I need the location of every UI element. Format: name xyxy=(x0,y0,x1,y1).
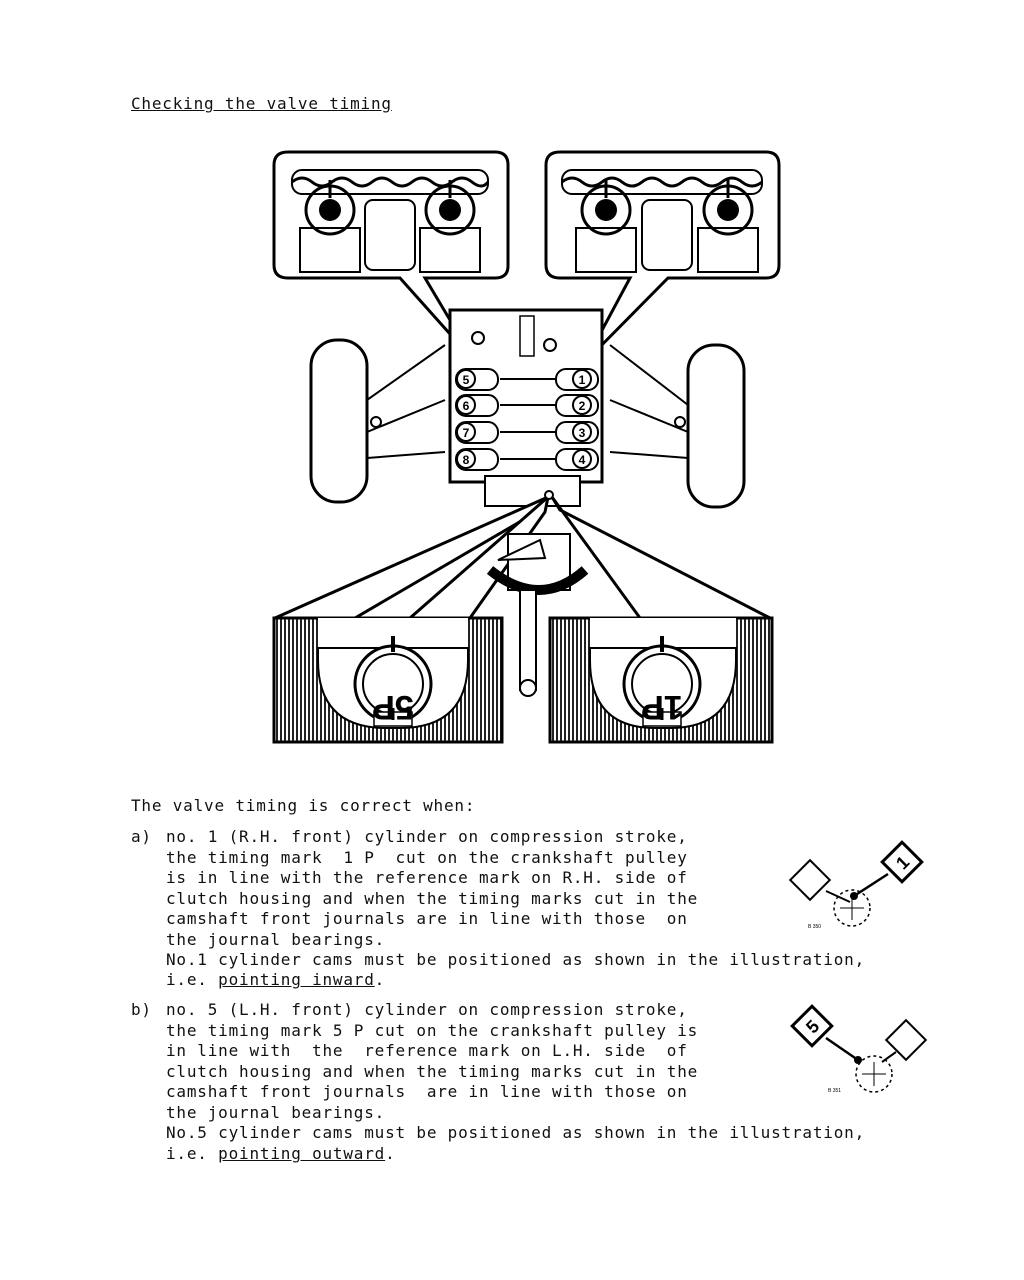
cylinder-label-8: 8 xyxy=(462,453,470,467)
ie-suffix: . xyxy=(385,1144,396,1163)
section-b-line: the journal bearings. xyxy=(166,1103,386,1122)
section-b-line: clutch housing and when the timing marks cut in the xyxy=(166,1062,699,1081)
cylinder-8 xyxy=(456,449,498,470)
cylinder-6 xyxy=(456,395,498,416)
emphasis-pointing-outward: pointing outward xyxy=(218,1144,386,1163)
figure-code: B 351 xyxy=(828,1088,842,1094)
cam-position-inward-icon xyxy=(782,836,932,932)
emphasis-pointing-inward: pointing inward xyxy=(218,970,375,989)
cylinder-4 xyxy=(556,449,598,470)
cylinder-label-3: 3 xyxy=(578,426,586,440)
cylinder-7 xyxy=(456,422,498,443)
section-a-ie xyxy=(166,970,385,990)
cam-icon-label-5: 5 xyxy=(802,1016,824,1038)
left-wheel xyxy=(311,340,367,502)
ie-prefix: i.e. xyxy=(166,1144,219,1163)
section-b-line: the timing mark 5 P cut on the crankshaft pulley is xyxy=(166,1021,699,1040)
right-wheel xyxy=(688,345,744,507)
section-b-line: no. 5 (L.H. front) cylinder on compression stroke, xyxy=(166,1000,688,1019)
cylinder-label-2: 2 xyxy=(578,399,586,413)
intro-text: The valve timing is correct when: xyxy=(131,796,476,815)
section-a-line: camshaft front journals are in line with those on xyxy=(166,909,688,928)
section-a-marker: a) xyxy=(131,827,152,846)
cylinder-1 xyxy=(556,369,598,390)
cylinder-label-6: 6 xyxy=(462,399,470,413)
figure-code: B 350 xyxy=(808,924,822,930)
section-b-note: No.5 cylinder cams must be positioned as shown in the illustration, xyxy=(166,1123,865,1142)
section-a-line: the journal bearings. xyxy=(166,930,386,949)
pulley-mark-5p: 5P xyxy=(372,688,414,726)
section-b-ie xyxy=(166,1144,396,1164)
cylinder-label-1: 1 xyxy=(578,373,586,387)
section-a-line: clutch housing and when the timing marks cut in the xyxy=(166,889,699,908)
cylinder-5 xyxy=(456,369,498,390)
page-title: Checking the valve timing xyxy=(131,94,392,113)
section-a-note: No.1 cylinder cams must be positioned as shown in the illustration, xyxy=(166,950,865,969)
ie-prefix: i.e. xyxy=(166,970,219,989)
cylinder-label-4: 4 xyxy=(578,453,586,467)
cylinder-3 xyxy=(556,422,598,443)
section-a-line: no. 1 (R.H. front) cylinder on compression stroke, xyxy=(166,827,688,846)
section-a-line: the timing mark 1 P cut on the crankshaft pulley xyxy=(166,848,688,867)
section-b-marker: b) xyxy=(131,1000,152,1019)
right-pulley-callout xyxy=(550,618,772,742)
section-b-line: camshaft front journals are in line with those on xyxy=(166,1082,688,1101)
section-b-line: in line with the reference mark on L.H. side of xyxy=(166,1041,688,1060)
cylinder-label-7: 7 xyxy=(462,426,470,440)
cylinder-label-5: 5 xyxy=(462,373,470,387)
cylinder-2 xyxy=(556,395,598,416)
cam-icon-label-1: 1 xyxy=(892,852,914,874)
cam-position-outward-icon xyxy=(782,1000,932,1096)
pulley-mark-1p: 1P xyxy=(641,688,683,726)
engine-timing-illustration xyxy=(0,130,1024,770)
section-a-line: is in line with the reference mark on R.H. side of xyxy=(166,868,688,887)
left-pulley-callout xyxy=(274,618,502,742)
ie-suffix: . xyxy=(374,970,386,989)
